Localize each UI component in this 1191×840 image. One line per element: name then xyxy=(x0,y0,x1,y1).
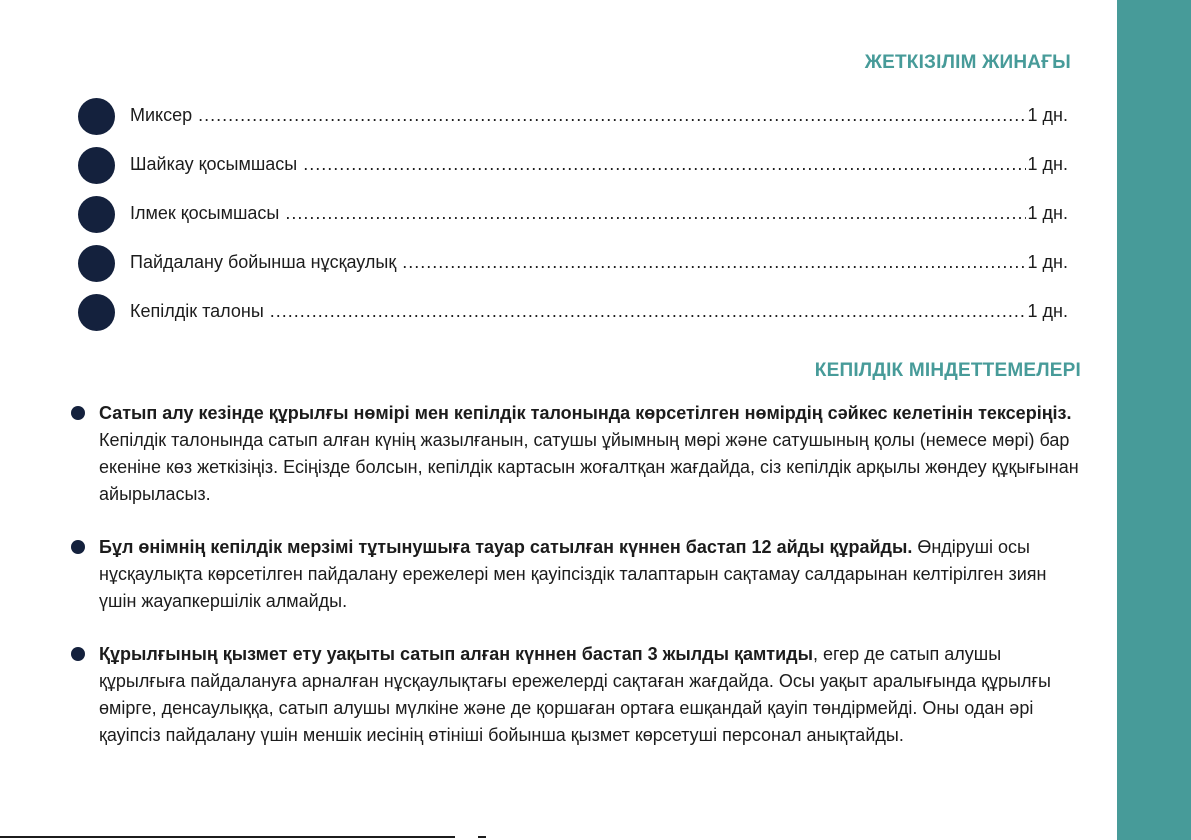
kit-item xyxy=(78,96,1068,145)
kit-item-label: Миксер xyxy=(130,105,193,125)
kit-item-label: Шайкау қосымшасы xyxy=(130,154,298,174)
warranty-item-text: Өндіруші осы нұсқаулықта көрсетілген пайдалану ережелері мен қауіпсіздік талаптарын сақтамау салдарынан келтірілген зиян үшін жауапкершілік алмайды. xyxy=(99,537,1047,611)
kit-item-qty: 1 дн. xyxy=(1027,301,1068,321)
bullet-dot-icon xyxy=(71,540,85,554)
kit-item-qty: 1 дн. xyxy=(1027,252,1068,272)
kit-item-label: Ілмек қосымшасы xyxy=(130,203,280,223)
kit-item-label: Кепілдік талоны xyxy=(130,301,264,321)
kit-item xyxy=(78,243,1068,292)
bullet-dot-icon xyxy=(71,406,85,420)
side-accent-bar xyxy=(1117,0,1191,840)
bullet-circle-icon xyxy=(78,245,115,282)
kit-item-qty: 1 дн. xyxy=(1027,154,1068,174)
warranty-item-bold: Сатып алу кезінде құрылғы нөмірі мен кепілдік талонында көрсетілген нөмірдің сәйкес келетінін тексеріңіз. xyxy=(99,403,1072,423)
warranty-item-bold: Құрылғының қызмет ету уақыты сатып алған күннен бастап 3 жылды қамтиды xyxy=(99,644,813,664)
bullet-circle-icon xyxy=(78,98,115,135)
kit-section-title: ЖЕТКІЗІЛІМ ЖИНАҒЫ xyxy=(864,52,1071,73)
warranty-item-bold: Бұл өнімнің кепілдік мерзімі тұтынушыға тауар сатылған күннен бастап 12 айды құрайды. xyxy=(99,537,913,557)
warranty-item xyxy=(70,400,1080,508)
kit-item xyxy=(78,145,1068,194)
kit-item-qty: 1 дн. xyxy=(1027,203,1068,223)
bottom-mark xyxy=(478,836,486,838)
kit-item-label: Пайдалану бойынша нұсқаулық xyxy=(130,252,397,272)
kit-item-qty: 1 дн. xyxy=(1027,105,1068,125)
dot-leader xyxy=(270,301,1026,322)
warranty-item xyxy=(70,534,1080,615)
bullet-circle-icon xyxy=(78,147,115,184)
warranty-section-title: КЕПІЛДІК МІНДЕТТЕМЕЛЕРІ xyxy=(814,360,1081,381)
dot-leader xyxy=(402,252,1025,273)
kit-list xyxy=(78,96,1068,341)
bullet-circle-icon xyxy=(78,294,115,331)
warranty-item-text: Кепілдік талонында сатып алған күнің жазылғанын, сатушы ұйымның мөрі және сатушының қолы (немесе мөрі) бар екеніне көз жеткізіңіз. Есіңізде болсын, кепілдік картасын жоғалтқан жағдайда, сіз кепілдік арқылы жөндеу құқығынан айырыласыз. xyxy=(99,430,1079,504)
bottom-divider xyxy=(0,836,455,838)
kit-item xyxy=(78,194,1068,243)
bullet-dot-icon xyxy=(71,647,85,661)
warranty-list xyxy=(70,400,1080,775)
warranty-item xyxy=(70,641,1080,749)
dot-leader xyxy=(303,154,1025,175)
dot-leader xyxy=(198,105,1025,126)
kit-item xyxy=(78,292,1068,341)
warranty-item-text: , егер де сатып алушы құрылғыға пайдалануға арналған нұсқаулықтағы ережелерді сақтаған жағдайда. Осы уақыт аралығында құрылғы өмірге, денсаулыққа, сатып алушы мүлкіне және де қоршаған ортаға ешқандай қауіп төндірмейді. Оны одан әрі қауіпсіз пайдалану үшін меншік иесінің өтініші бойынша қызмет көрсетуші персонал анықтайды. xyxy=(99,644,1051,745)
bullet-circle-icon xyxy=(78,196,115,233)
dot-leader xyxy=(285,203,1025,224)
